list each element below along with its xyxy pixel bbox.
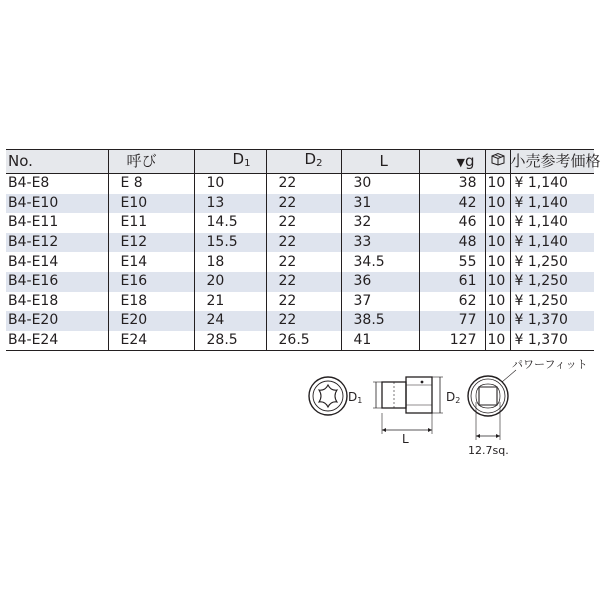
cell-price: ¥ 1,250 [510,292,594,312]
down-triangle-icon: ▼ [456,155,465,169]
cell-d1: 18 [194,252,266,272]
cell-d2: 22 [266,174,341,194]
cell-nominal: E18 [108,292,194,312]
cell-d1: 15.5 [194,233,266,253]
cell-weight: 55 [419,252,485,272]
table-row [6,233,594,253]
header-nominal: 呼び [108,150,194,174]
cell-d1: 20 [194,272,266,292]
cell-d2: 22 [266,194,341,214]
table-header-row [6,150,594,174]
cell-no: B4-E12 [8,234,59,251]
cell-no: B4-E24 [6,331,108,351]
cell-d2: 22 [266,213,341,233]
cell-pack: 10 [485,233,510,253]
header-weight-label: g [464,151,475,170]
header-d2-sub: 2 [316,158,323,169]
cell-weight: 62 [419,292,485,312]
diagram-d2-label: D2 [446,390,461,405]
drive-end-view [468,370,516,440]
cell-weight: 61 [419,272,485,292]
cell-nominal: E16 [108,272,194,292]
cell-pack: 10 [485,331,510,351]
table-row [6,194,594,214]
cell-no: B4-E11 [8,214,59,231]
square-drive-label: 12.7sq. [468,444,509,457]
cell-length: 38.5 [341,311,419,331]
table-row [6,252,594,272]
cell-no: B4-E20 [8,312,59,329]
cell-weight: 127 [419,331,485,351]
cell-weight: 77 [419,311,485,331]
cell-length: 32 [341,213,419,233]
cell-price: ¥ 1,370 [510,331,594,351]
cell-d2: 22 [266,311,341,331]
cell-price: ¥ 1,140 [510,194,594,214]
header-d1-sub: 1 [244,158,251,169]
cell-nominal: E10 [108,194,194,214]
table-row [6,292,594,312]
cell-d1: 10 [194,174,266,194]
cell-no: B4-E8 [8,175,50,192]
cell-nominal: E12 [108,233,194,253]
cell-no: B4-E16 [8,273,59,290]
cell-weight: 46 [419,213,485,233]
cell-price: ¥ 1,370 [510,311,594,331]
socket-diagram [290,358,588,460]
cell-nominal: E24 [108,331,194,351]
cell-d2: 26.5 [266,331,341,351]
cell-nominal: E20 [108,311,194,331]
cell-length: 36 [341,272,419,292]
cell-nominal: E 8 [108,174,194,194]
cell-price: ¥ 1,140 [510,233,594,253]
cell-d1: 24 [194,311,266,331]
header-d1 [194,150,266,174]
table-row [6,272,594,292]
header-pack [485,150,510,174]
diagram-d1-label: D1 [348,390,363,405]
header-d2 [266,150,341,174]
table-row [6,174,594,194]
cell-nominal: E11 [108,213,194,233]
table-row [6,213,594,233]
cell-d1: 13 [194,194,266,214]
cell-weight: 42 [419,194,485,214]
cell-weight: 48 [419,233,485,253]
cell-price: ¥ 1,250 [510,272,594,292]
cell-weight: 38 [419,174,485,194]
header-d1-label: D [232,150,245,168]
spec-table [6,149,601,351]
cell-d1: 21 [194,292,266,312]
cell-price: ¥ 1,250 [510,252,594,272]
cell-length: 41 [341,331,419,351]
header-length: L [341,150,419,174]
table-row [6,331,594,351]
cell-price: ¥ 1,140 [510,174,594,194]
cell-length: 34.5 [341,252,419,272]
cell-d2: 22 [266,252,341,272]
cell-pack: 10 [485,213,510,233]
table-row [6,311,594,331]
cell-d2: 22 [266,292,341,312]
cell-length: 31 [341,194,419,214]
header-no: No. [6,150,108,174]
socket-side-view [373,377,443,434]
header-weight [419,150,485,174]
diagram-l-label: L [402,432,409,446]
cell-pack: 10 [485,292,510,312]
cell-nominal: E14 [108,252,194,272]
cell-pack: 10 [485,252,510,272]
cell-length: 37 [341,292,419,312]
cell-d2: 22 [266,272,341,292]
cell-pack: 10 [485,174,510,194]
header-d2-label: D [304,150,317,168]
cell-d1: 14.5 [194,213,266,233]
cell-pack: 10 [485,311,510,331]
cell-no: B4-E18 [8,292,59,309]
header-price: 小売参考価格 [510,150,594,174]
cell-no: B4-E10 [8,194,59,211]
cell-pack: 10 [485,194,510,214]
torx-end-view [309,377,347,415]
cell-pack: 10 [485,272,510,292]
cell-d1: 28.5 [194,331,266,351]
cell-d2: 22 [266,233,341,253]
cell-length: 33 [341,233,419,253]
cell-no: B4-E14 [8,253,59,270]
power-fit-label: パワーフィット [512,358,588,371]
cell-price: ¥ 1,140 [510,213,594,233]
cell-length: 30 [341,174,419,194]
box-icon [490,152,506,166]
